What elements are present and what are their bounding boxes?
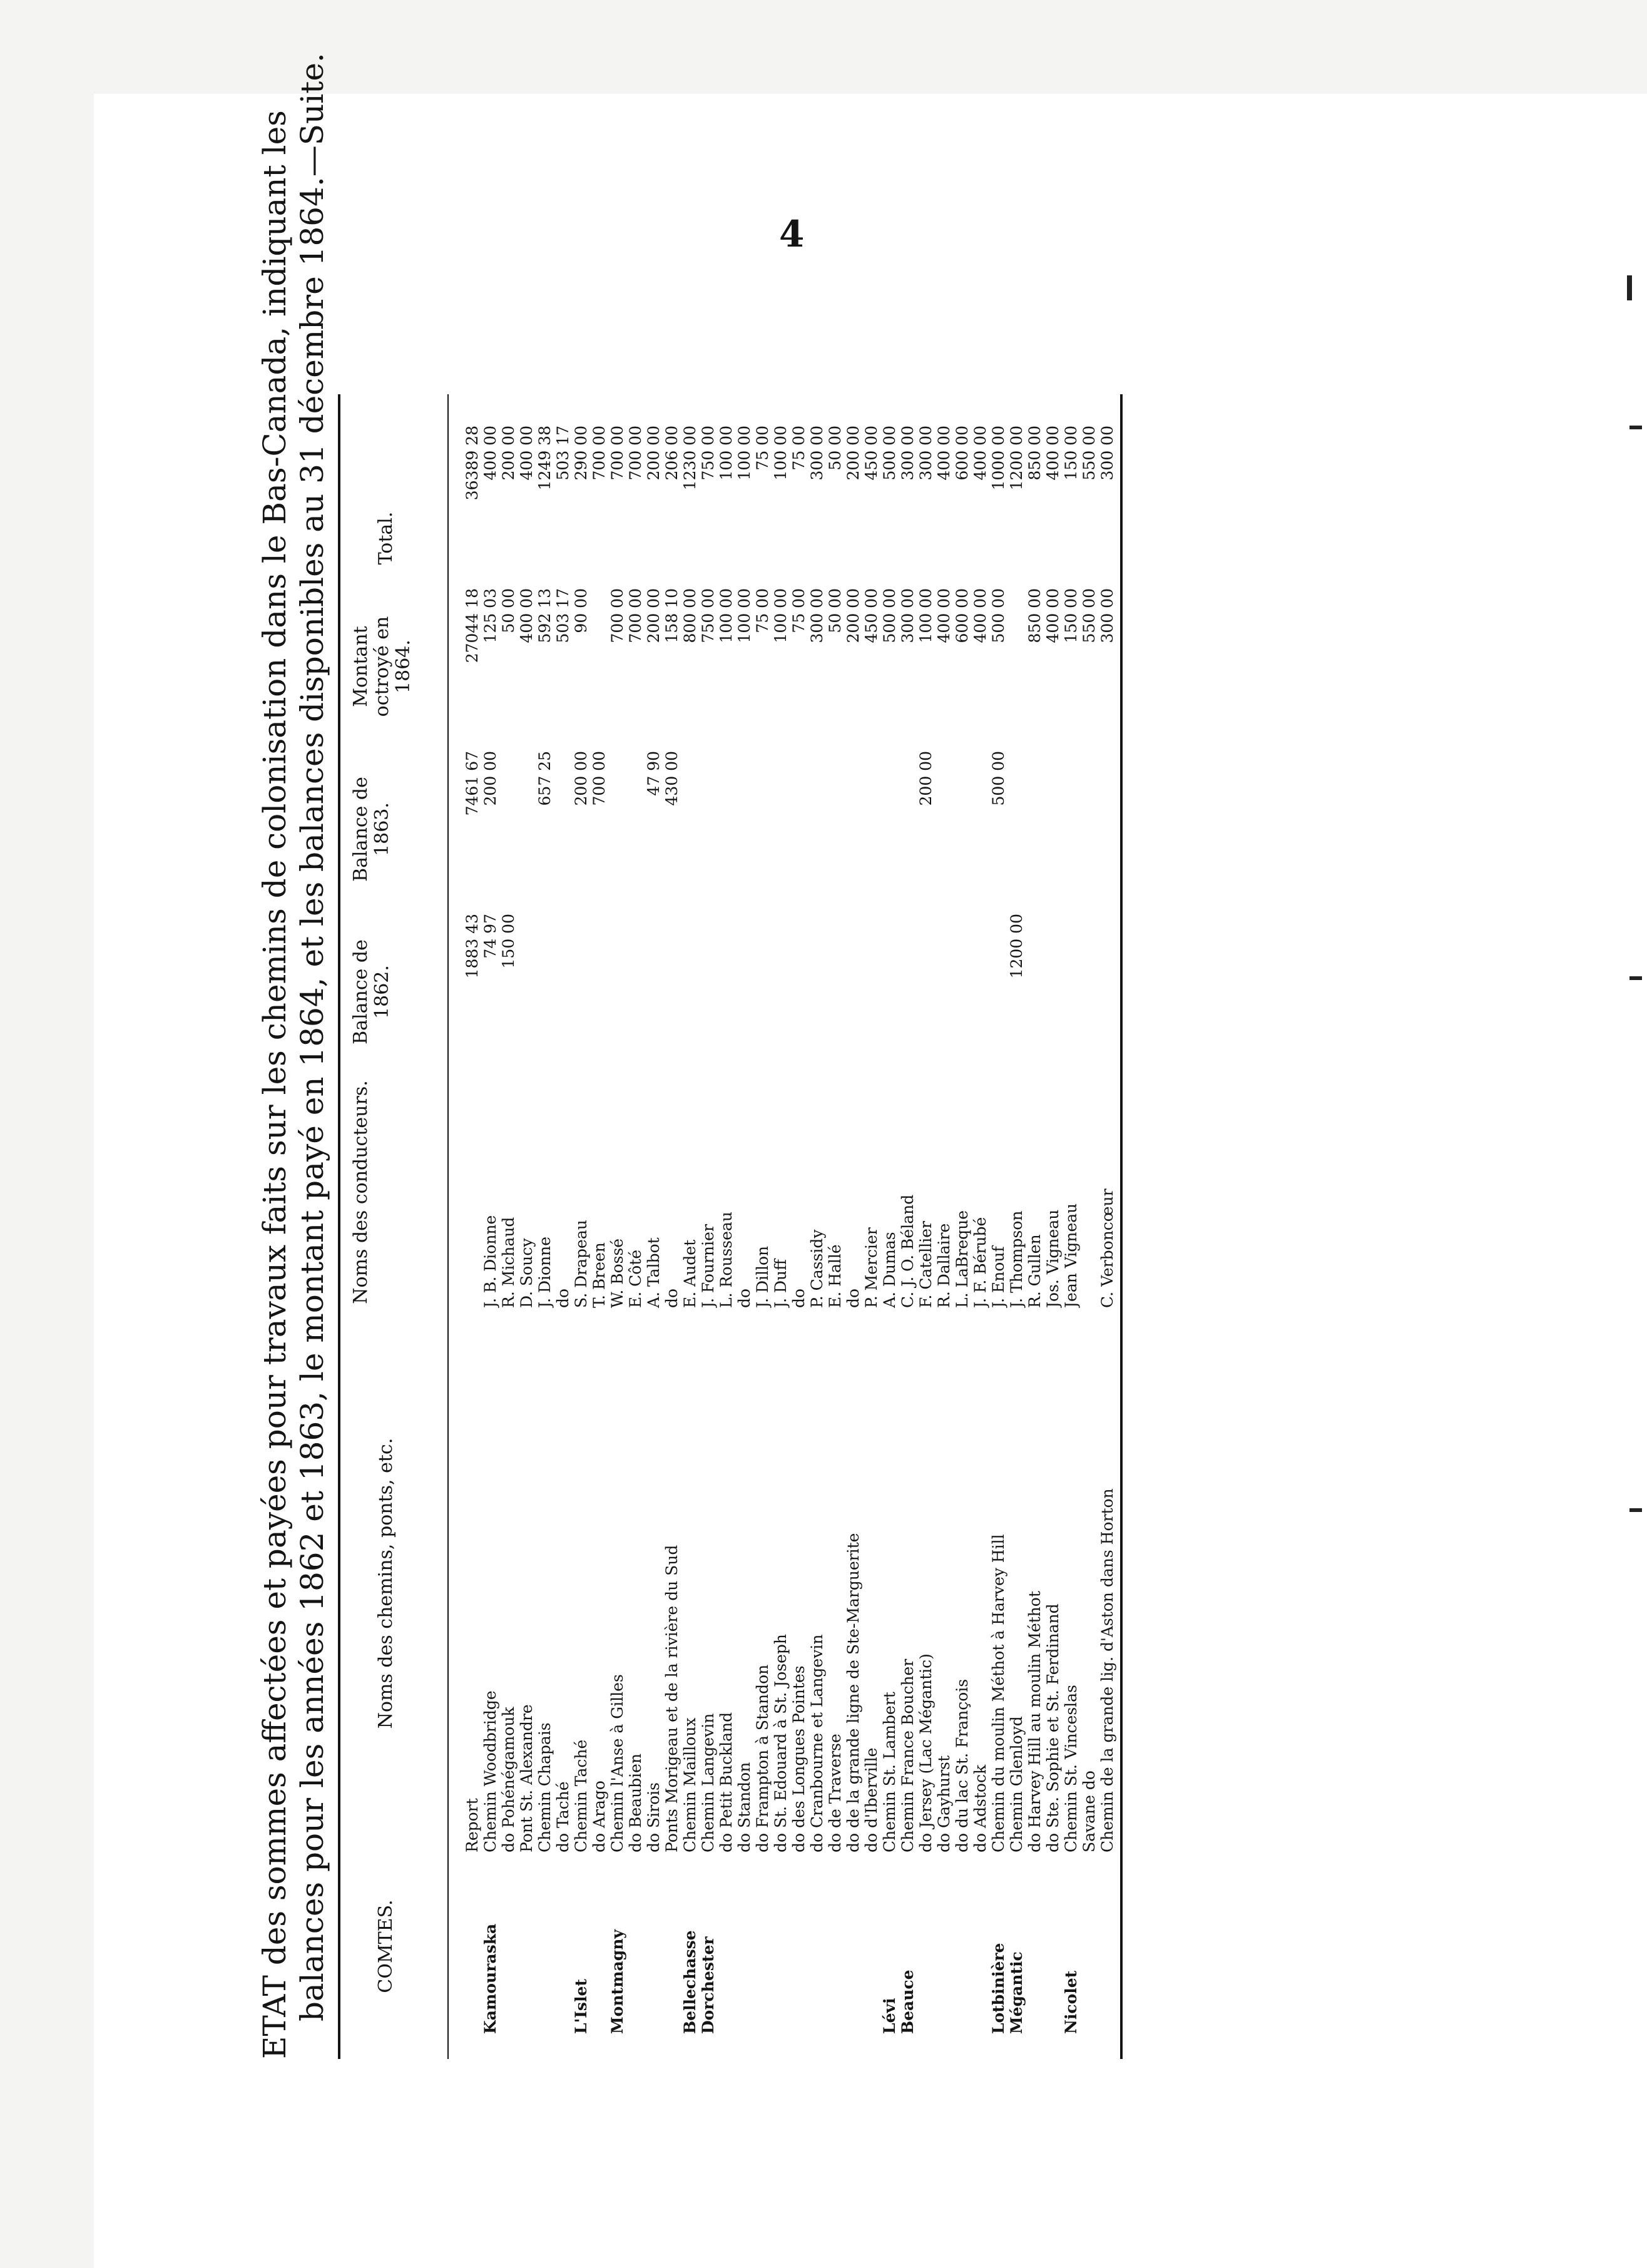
- cell-county: Beauce: [899, 1969, 917, 2034]
- cell-cond: do: [554, 1288, 572, 1308]
- table-row: [880, 394, 899, 2059]
- cell-tot: 75 00: [790, 426, 808, 471]
- cell-oct: 50 00: [826, 588, 844, 633]
- cell-route: Chemin France Boucher: [899, 1658, 917, 1852]
- cell-county: L'Islet: [572, 1979, 590, 2034]
- table-row: [735, 394, 753, 2059]
- cell-oct: 400 00: [1044, 588, 1062, 643]
- cell-oct: 100 00: [917, 588, 935, 643]
- table-row: [899, 394, 917, 2059]
- cell-oct: 75 00: [753, 588, 772, 633]
- table-row: [808, 394, 826, 2059]
- cell-oct: 700 00: [626, 588, 645, 643]
- cell-cond: E. Côté: [626, 1249, 645, 1308]
- cell-oct: 300 00: [1098, 588, 1116, 643]
- cell-cond: J. Dionne: [536, 1236, 554, 1308]
- cell-route: Chemin Langevin: [699, 1713, 717, 1852]
- cell-b63: 500 00: [989, 751, 1007, 806]
- cell-tot: 100 00: [717, 426, 735, 481]
- cell-cond: A. Talbot: [645, 1237, 663, 1308]
- page-number: 4: [779, 213, 805, 255]
- table-row: [917, 394, 935, 2059]
- cell-tot: 400 00: [1044, 426, 1062, 481]
- bottom-rule: [1120, 394, 1123, 2059]
- cell-tot: 750 00: [699, 426, 717, 481]
- cell-route: Chemin Woodbridge: [481, 1690, 499, 1852]
- cell-cond: J. Dillon: [753, 1245, 772, 1308]
- table-row: [772, 394, 790, 2059]
- cell-cond: P. Cassidy: [808, 1229, 826, 1308]
- table-row: [590, 394, 608, 2059]
- table-row: [1080, 394, 1098, 2059]
- cell-route: Chemin Chapais: [536, 1722, 554, 1852]
- cell-cond: J. F. Bérubé: [971, 1217, 989, 1308]
- cell-tot: 50 00: [826, 426, 844, 471]
- table-row: [626, 394, 645, 2059]
- table-row: [1062, 394, 1080, 2059]
- cell-cond: J. Thompson: [1007, 1210, 1026, 1308]
- cell-cond: J. B. Dionne: [481, 1215, 499, 1308]
- cell-cond: R. Michaud: [499, 1217, 518, 1308]
- cell-oct: 500 00: [989, 588, 1007, 643]
- cell-cond: R. Dallaire: [935, 1223, 953, 1308]
- cell-route: do de la grande ligne de Ste-Marguerite: [844, 1533, 862, 1852]
- table-row: [989, 394, 1007, 2059]
- title-line-1: ETAT des sommes affectées et payées pour travaux faits sur les chemins de colonisation dans le Bas-Canada, indiquant les: [257, 110, 293, 2059]
- cell-tot: 200 00: [645, 426, 663, 481]
- cell-cond: J. Enouf: [989, 1246, 1007, 1308]
- table-row: [935, 394, 953, 2059]
- cell-route: Chemin l'Anse à Gilles: [608, 1674, 626, 1852]
- cell-route: do d'Iberville: [862, 1747, 880, 1852]
- cell-oct: 100 00: [772, 588, 790, 643]
- cell-county: Montmagny: [608, 1929, 626, 2034]
- rotated-table-page: [257, 53, 1320, 2059]
- cell-cond: Jean Vigneau: [1062, 1203, 1080, 1308]
- cell-oct: 400 00: [518, 588, 536, 643]
- table-row: [663, 394, 681, 2059]
- cell-b63: 200 00: [917, 751, 935, 806]
- cell-oct: 158 10: [663, 588, 681, 643]
- table-row: [1098, 394, 1116, 2059]
- cell-route: do du lac St. François: [953, 1678, 971, 1852]
- cell-cond: R. Gullen: [1026, 1234, 1044, 1308]
- cell-oct: 300 00: [808, 588, 826, 643]
- header-bal1863: Balance de 1863.: [350, 777, 393, 882]
- cell-tot: 1249 38: [536, 426, 554, 491]
- cell-tot: 550 00: [1080, 426, 1098, 481]
- cell-oct: 300 00: [899, 588, 917, 643]
- cell-b62: 1883 43: [463, 914, 481, 979]
- cell-route: Ponts Morigeau et de la rivière du Sud: [663, 1545, 681, 1852]
- cell-cond: C. Verboncœur: [1098, 1188, 1116, 1308]
- cell-route: do Taché: [554, 1781, 572, 1852]
- cell-route: Chemin Mailloux: [681, 1717, 699, 1852]
- cell-route: do Beaubien: [626, 1753, 645, 1852]
- cell-tot: 100 00: [772, 426, 790, 481]
- cell-oct: 750 00: [699, 588, 717, 643]
- cell-oct: 600 00: [953, 588, 971, 643]
- cell-tot: 700 00: [608, 426, 626, 481]
- cell-oct: 75 00: [790, 588, 808, 633]
- table-row: [1044, 394, 1062, 2059]
- cell-oct: 700 00: [608, 588, 626, 643]
- cell-b63: 430 00: [663, 751, 681, 806]
- cell-tot: 1200 00: [1007, 426, 1026, 491]
- cell-route: do Ste. Sophie et St. Ferdinand: [1044, 1603, 1062, 1852]
- scan-margin-left: [0, 0, 94, 2268]
- cell-oct: 90 00: [572, 588, 590, 633]
- table-row: [681, 394, 699, 2059]
- cell-cond: J. Fournier: [699, 1224, 717, 1308]
- cell-county: Lévi: [880, 1998, 899, 2034]
- cell-cond: L. Rousseau: [717, 1212, 735, 1308]
- cell-county: Mégantic: [1007, 1951, 1026, 2034]
- cell-cond: P. Mercier: [862, 1227, 880, 1308]
- cell-cond: do: [663, 1288, 681, 1308]
- cell-route: Savane do: [1080, 1770, 1098, 1852]
- table-row: [826, 394, 844, 2059]
- cell-county: Nicolet: [1062, 1970, 1080, 2034]
- cell-b63: 700 00: [590, 751, 608, 806]
- cell-route: do Gayhurst: [935, 1755, 953, 1852]
- cell-cond: Jos. Vigneau: [1044, 1209, 1062, 1308]
- cell-tot: 450 00: [862, 426, 880, 481]
- cell-tot: 400 00: [481, 426, 499, 481]
- header-rule: [447, 394, 449, 2059]
- cell-route: Chemin St. Lambert: [880, 1692, 899, 1852]
- cell-tot: 75 00: [753, 426, 772, 471]
- cell-route: do Frampton à Standon: [753, 1664, 772, 1852]
- cell-oct: 200 00: [645, 588, 663, 643]
- cell-oct: 450 00: [862, 588, 880, 643]
- cell-cond: J. Duff: [772, 1259, 790, 1308]
- cell-tot: 1000 00: [989, 426, 1007, 491]
- table-row: [608, 394, 626, 2059]
- table-row: [971, 394, 989, 2059]
- cell-route: do Pohénégamouk: [499, 1707, 518, 1852]
- cell-cond: L. LaBreque: [953, 1210, 971, 1308]
- header-conductor: Noms des conducteurs.: [350, 1080, 372, 1304]
- cell-route: Chemin du moulin Méthot à Harvey Hill: [989, 1534, 1007, 1852]
- cell-county: Lotbinière: [989, 1943, 1007, 2034]
- cell-cond: E. Audet: [681, 1239, 699, 1308]
- cell-route: Chemin de la grande lig. d'Aston dans Horton: [1098, 1488, 1116, 1852]
- cell-county: Bellechasse: [681, 1930, 699, 2034]
- scan-mark: [1627, 275, 1632, 300]
- cell-tot: 850 00: [1026, 426, 1044, 481]
- cell-route: Chemin St. Vinceslas: [1062, 1685, 1080, 1852]
- table-row: [790, 394, 808, 2059]
- cell-oct: 500 00: [880, 588, 899, 643]
- cell-oct: 800 00: [681, 588, 699, 643]
- cell-route: do Adstock: [971, 1764, 989, 1852]
- cell-b62: 150 00: [499, 914, 518, 969]
- cell-tot: 500 00: [880, 426, 899, 481]
- table-row: [844, 394, 862, 2059]
- scan-mark: [1629, 1508, 1642, 1512]
- cell-cond: do: [735, 1288, 753, 1308]
- cell-tot: 700 00: [590, 426, 608, 481]
- cell-route: do des Longues Pointes: [790, 1665, 808, 1852]
- cell-b63: 200 00: [481, 751, 499, 806]
- cell-b63: 7461 67: [463, 751, 481, 816]
- table-row: [572, 394, 590, 2059]
- header-county: COMTES.: [375, 1899, 397, 1993]
- table-row: [753, 394, 772, 2059]
- cell-tot: 600 00: [953, 426, 971, 481]
- table-row: [953, 394, 971, 2059]
- header-total: Total.: [375, 511, 397, 565]
- cell-oct: 150 00: [1062, 588, 1080, 643]
- cell-cond: W. Bossé: [608, 1238, 626, 1308]
- cell-cond: do: [790, 1288, 808, 1308]
- cell-tot: 400 00: [935, 426, 953, 481]
- cell-oct: 200 00: [844, 588, 862, 643]
- cell-oct: 550 00: [1080, 588, 1098, 643]
- top-rule: [338, 394, 340, 2059]
- cell-cond: do: [844, 1288, 862, 1308]
- cell-tot: 100 00: [735, 426, 753, 481]
- cell-oct: 850 00: [1026, 588, 1044, 643]
- cell-tot: 300 00: [1098, 426, 1116, 481]
- table-row: [463, 394, 481, 2059]
- cell-route: do Standon: [735, 1762, 753, 1852]
- cell-tot: 290 00: [572, 426, 590, 481]
- cell-b62: 74 97: [481, 914, 499, 959]
- scan-mark: [1629, 426, 1642, 429]
- cell-tot: 200 00: [844, 426, 862, 481]
- cell-oct: 50 00: [499, 588, 518, 633]
- cell-tot: 503 17: [554, 426, 572, 481]
- cell-route: do Sirois: [645, 1782, 663, 1852]
- cell-cond: F. Catellier: [917, 1221, 935, 1308]
- cell-cond: A. Dumas: [880, 1232, 899, 1308]
- cell-tot: 206 00: [663, 426, 681, 481]
- cell-tot: 300 00: [899, 426, 917, 481]
- cell-oct: 125 03: [481, 588, 499, 643]
- cell-route: do de Traverse: [826, 1734, 844, 1852]
- cell-oct: 400 00: [935, 588, 953, 643]
- title-line-2: balances pour les années 1862 et 1863, le montant payé en 1864, et les balances disponibles au 31 décembre 1864.: [294, 176, 330, 2021]
- table-row: [1026, 394, 1044, 2059]
- table-row: [699, 394, 717, 2059]
- cell-oct: 100 00: [717, 588, 735, 643]
- cell-route: do Harvey Hill au moulin Méthot: [1026, 1591, 1044, 1852]
- table-row: [554, 394, 572, 2059]
- table-row: [717, 394, 735, 2059]
- cell-b62: 1200 00: [1007, 914, 1026, 979]
- cell-route: Chemin Taché: [572, 1739, 590, 1852]
- cell-county: Dorchester: [699, 1936, 717, 2034]
- cell-tot: 400 00: [971, 426, 989, 481]
- cell-tot: 1230 00: [681, 426, 699, 491]
- title-line-2-wrap: [294, 53, 330, 2021]
- header-route: Noms des chemins, ponts, etc.: [375, 1438, 397, 1729]
- cell-cond: C. J. O. Béland: [899, 1194, 917, 1308]
- cell-oct: 100 00: [735, 588, 753, 643]
- cell-oct: 400 00: [971, 588, 989, 643]
- table-row: [645, 394, 663, 2059]
- cell-tot: 200 00: [499, 426, 518, 481]
- cell-b63: 200 00: [572, 751, 590, 806]
- header-bal1862: Balance de 1862.: [350, 939, 393, 1045]
- table-row: [536, 394, 554, 2059]
- cell-tot: 300 00: [808, 426, 826, 481]
- cell-cond: E. Hallé: [826, 1244, 844, 1308]
- cell-cond: S. Drapeau: [572, 1220, 590, 1308]
- cell-route: do St. Edouard à St. Joseph: [772, 1634, 790, 1852]
- scan-margin-top: [0, 0, 1647, 94]
- table-row: [499, 394, 518, 2059]
- cell-route: do Cranbourne et Langevin: [808, 1634, 826, 1852]
- cell-county: Kamouraska: [481, 1923, 499, 2034]
- cell-route: do Arago: [590, 1780, 608, 1852]
- cell-tot: 36389 28: [463, 426, 481, 501]
- cell-oct: 503 17: [554, 588, 572, 643]
- cell-route: do Petit Buckland: [717, 1712, 735, 1852]
- cell-tot: 300 00: [917, 426, 935, 481]
- title-suite: —Suite.: [294, 53, 330, 177]
- cell-route: Report: [463, 1798, 481, 1852]
- cell-tot: 400 00: [518, 426, 536, 481]
- cell-tot: 150 00: [1062, 426, 1080, 481]
- cell-b63: 47 90: [645, 751, 663, 796]
- table-row: [518, 394, 536, 2059]
- scan-mark: [1629, 976, 1642, 980]
- table-row: [1007, 394, 1026, 2059]
- cell-route: Chemin Glenloyd: [1007, 1716, 1026, 1852]
- cell-tot: 700 00: [626, 426, 645, 481]
- header-granted: Montant octroyé en 1864.: [350, 616, 414, 717]
- cell-route: Pont St. Alexandre: [518, 1704, 536, 1852]
- table-row: [481, 394, 499, 2059]
- cell-cond: T. Breen: [590, 1242, 608, 1308]
- cell-cond: D. Soucy: [518, 1238, 536, 1308]
- table-row: [862, 394, 880, 2059]
- cell-oct: 27044 18: [463, 588, 481, 663]
- cell-b63: 657 25: [536, 751, 554, 806]
- cell-route: do Jersey (Lac Mégantic): [917, 1653, 935, 1852]
- cell-oct: 592 13: [536, 588, 554, 643]
- table-title: [257, 110, 293, 2059]
